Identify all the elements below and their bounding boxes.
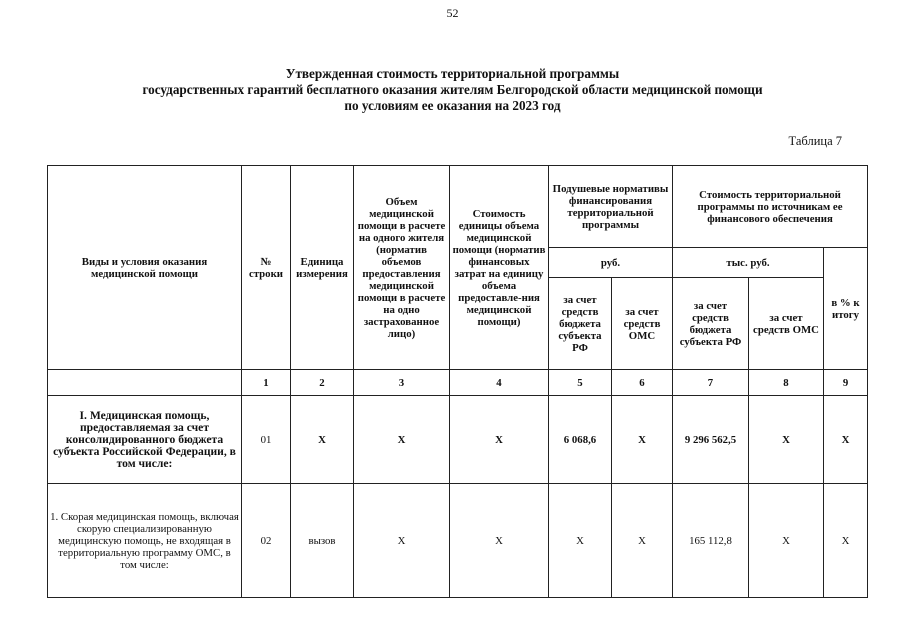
row-per-capita-budget: 6 068,6	[549, 396, 612, 484]
cost-table	[47, 165, 868, 598]
document-title	[60, 66, 845, 114]
column-number: 7	[673, 370, 749, 396]
column-number: 2	[291, 370, 354, 396]
column-number-blank	[48, 370, 242, 396]
row-total-budget: 165 112,8	[673, 484, 749, 598]
header-thousand-rub: тыс. руб.	[673, 248, 824, 278]
row-per-capita-oms: Х	[612, 396, 673, 484]
header-cost-per-unit: Стоимость единицы объема медицинской помощи (норматив финансовых затрат на единицу объема предоставле-ния медицинской помощи)	[450, 166, 549, 370]
table-row	[48, 396, 868, 484]
header-volume: Объем медицинской помощи в расчете на одного жителя (норматив объемов предоставления медицинской помощи в расчете на одно застрахованное лицо)	[354, 166, 450, 370]
header-percent: в % к итогу	[824, 248, 868, 370]
header-unit: Единица измерения	[291, 166, 354, 370]
row-percent: Х	[824, 396, 868, 484]
row-number: 01	[242, 396, 291, 484]
header-total-cost: Стоимость территориальной программы по источникам ее финансового обеспечения	[673, 166, 868, 248]
row-percent: Х	[824, 484, 868, 598]
header-oms-rub: за счет средств ОМС	[612, 278, 673, 370]
row-label: 1. Скорая медицинская помощь, включая скорую специализированную медицинскую помощь, не входящая в территориальную программу ОМС, в том числе:	[48, 484, 242, 598]
header-kinds: Виды и условия оказания медицинской помощи	[48, 166, 242, 370]
table-row	[48, 484, 868, 598]
row-unit: Х	[291, 396, 354, 484]
row-cost-per-unit: Х	[450, 484, 549, 598]
column-number: 9	[824, 370, 868, 396]
column-number: 1	[242, 370, 291, 396]
row-unit: вызов	[291, 484, 354, 598]
column-number: 5	[549, 370, 612, 396]
row-cost-per-unit: Х	[450, 396, 549, 484]
row-total-oms: Х	[749, 396, 824, 484]
column-number: 3	[354, 370, 450, 396]
column-number: 6	[612, 370, 673, 396]
title-line-3: по условиям ее оказания на 2023 год	[344, 98, 561, 113]
row-volume: Х	[354, 484, 450, 598]
header-rub: руб.	[549, 248, 673, 278]
header-budget-rub: за счет средств бюджета субъекта РФ	[549, 278, 612, 370]
title-line-1: Утвержденная стоимость территориальной программы	[285, 66, 620, 81]
header-oms-thousand: за счет средств ОМС	[749, 278, 824, 370]
header-per-capita: Подушевые нормативы финансирования территориальной программы	[549, 166, 673, 248]
row-per-capita-budget: Х	[549, 484, 612, 598]
table-caption: Таблица 7	[788, 134, 842, 148]
row-number: 02	[242, 484, 291, 598]
title-line-2: государственных гарантий бесплатного оказания жителям Белгородской области медицинской помощи	[142, 82, 763, 97]
row-total-oms: Х	[749, 484, 824, 598]
column-numbers-row	[48, 370, 868, 396]
header-budget-thousand: за счет средств бюджета субъекта РФ	[673, 278, 749, 370]
column-number: 4	[450, 370, 549, 396]
row-per-capita-oms: Х	[612, 484, 673, 598]
page-number: 52	[446, 6, 459, 20]
header-row-number: № строки	[242, 166, 291, 370]
row-volume: Х	[354, 396, 450, 484]
row-label: I. Медицинская помощь, предоставляемая за счет консолидированного бюджета субъекта Российской Федерации, в том числе:	[48, 396, 242, 484]
column-number: 8	[749, 370, 824, 396]
row-total-budget: 9 296 562,5	[673, 396, 749, 484]
